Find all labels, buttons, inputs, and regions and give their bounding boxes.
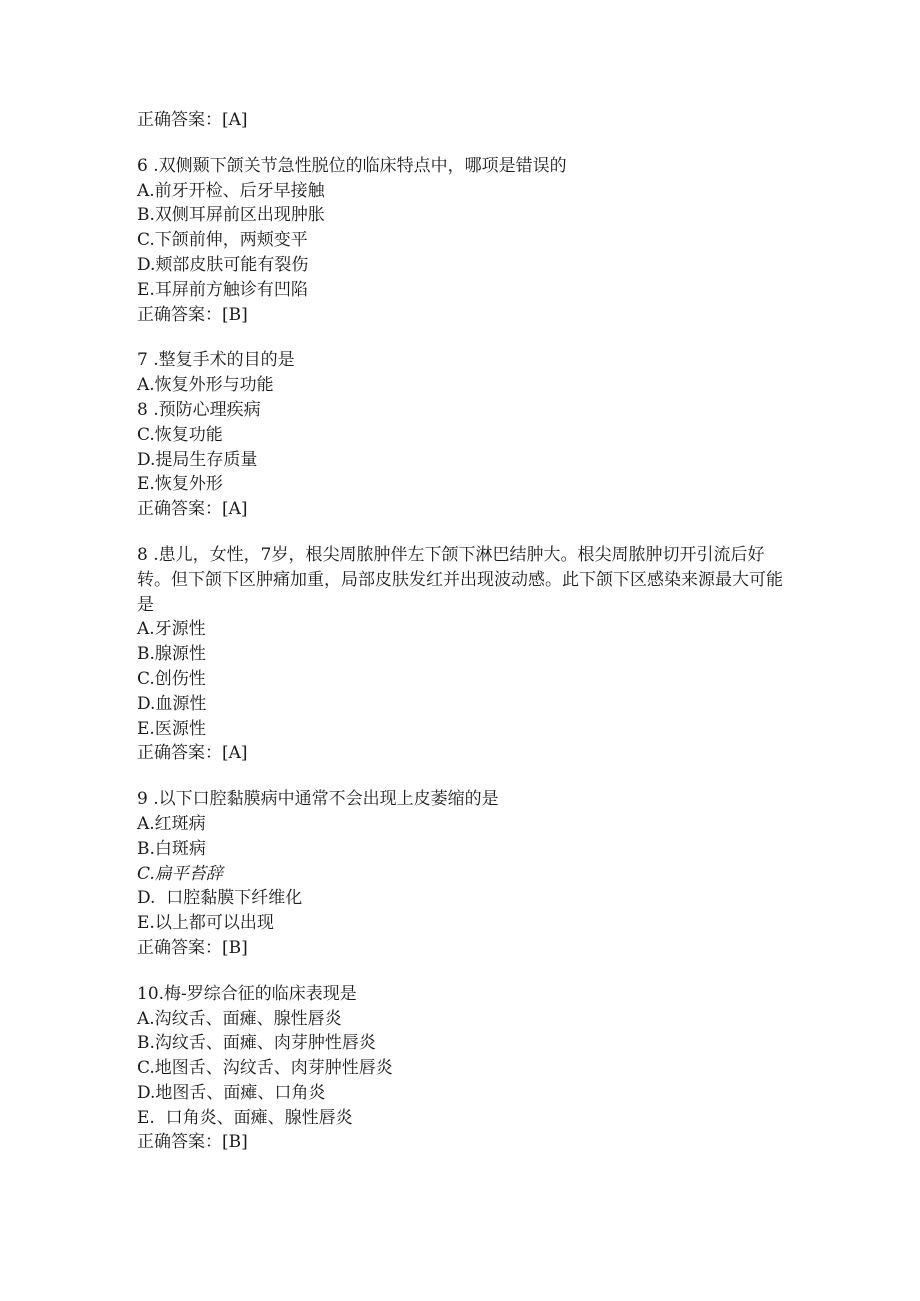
answer-line: 正确答案：[B]	[137, 1132, 248, 1153]
block-gap	[137, 327, 787, 348]
option-c: C.地图舌、沟纹舌、肉芽肿性唇炎	[137, 1058, 393, 1079]
option-d: D.血源性	[137, 693, 207, 714]
option-b: B.白斑病	[137, 838, 206, 859]
answer-line: 正确答案：[B]	[137, 937, 248, 958]
answer-line: 正确答案：[B]	[137, 304, 248, 325]
option-d: D.地图舌、面瘫、口角炎	[137, 1082, 326, 1103]
option-a: A.前牙开检、后牙早接触	[137, 180, 325, 201]
block-gap	[137, 133, 787, 154]
option-d: D.提局生存质量	[137, 449, 258, 470]
option-b: 8 .预防心理疾病	[137, 399, 261, 420]
question-stem-10: 10.梅-罗综合征的临床表现是	[137, 983, 357, 1004]
option-c: C.扁平苔辞	[137, 863, 223, 884]
option-c: C.创伤性	[137, 668, 206, 689]
option-e: E.以上都可以出现	[137, 913, 274, 934]
question-stem-8: 8 .患儿，女性，7岁，根尖周脓肿伴左下颌下淋巴结肿大。根尖周脓肿切开引流后好转。但下颌下区肿痛加重，局部皮肤发红并出现波动感。此下颌下区感染来源最大可能是	[137, 544, 783, 615]
option-d: D. 口腔黏膜下纤维化	[137, 888, 303, 909]
option-e: E.耳屏前方触诊有凹陷	[137, 279, 308, 300]
option-a: A.沟纹舌、面瘫、腺性唇炎	[137, 1008, 342, 1029]
answer-line: 正确答案：[A]	[137, 499, 248, 520]
question-stem-6: 6 .双侧颞下颌关节急性脱位的临床特点中，哪项是错误的	[137, 155, 567, 176]
block-gap	[137, 961, 787, 982]
answer-line: 正确答案：[A]	[137, 110, 248, 130]
option-a: A.牙源性	[137, 619, 206, 640]
option-e: E.医源性	[137, 718, 206, 739]
block-gap	[137, 522, 787, 543]
option-c: C.恢复功能	[137, 424, 223, 445]
option-a: A.恢复外形与功能	[137, 375, 274, 396]
option-c: C.下颌前伸，两颊变平	[137, 230, 308, 251]
option-b: B.腺源性	[137, 644, 206, 665]
block-gap	[137, 766, 787, 787]
document-page	[137, 108, 787, 1155]
option-a: A.红斑病	[137, 813, 206, 834]
answer-line: 正确答案：[A]	[137, 743, 248, 764]
option-b: B.双侧耳屏前区出现肿胀	[137, 205, 325, 226]
option-e: E.恢复外形	[137, 474, 223, 495]
question-stem-9: 9 .以下口腔黏膜病中通常不会出现上皮萎缩的是	[137, 789, 499, 810]
question-stem-7: 7 .整复手术的目的是	[137, 350, 295, 371]
option-b: B.沟纹舌、面瘫、肉芽肿性唇炎	[137, 1033, 376, 1054]
option-d: D.颊部皮肤可能有裂伤	[137, 254, 309, 275]
option-e: E. 口角炎、面瘫、腺性唇炎	[137, 1107, 353, 1128]
